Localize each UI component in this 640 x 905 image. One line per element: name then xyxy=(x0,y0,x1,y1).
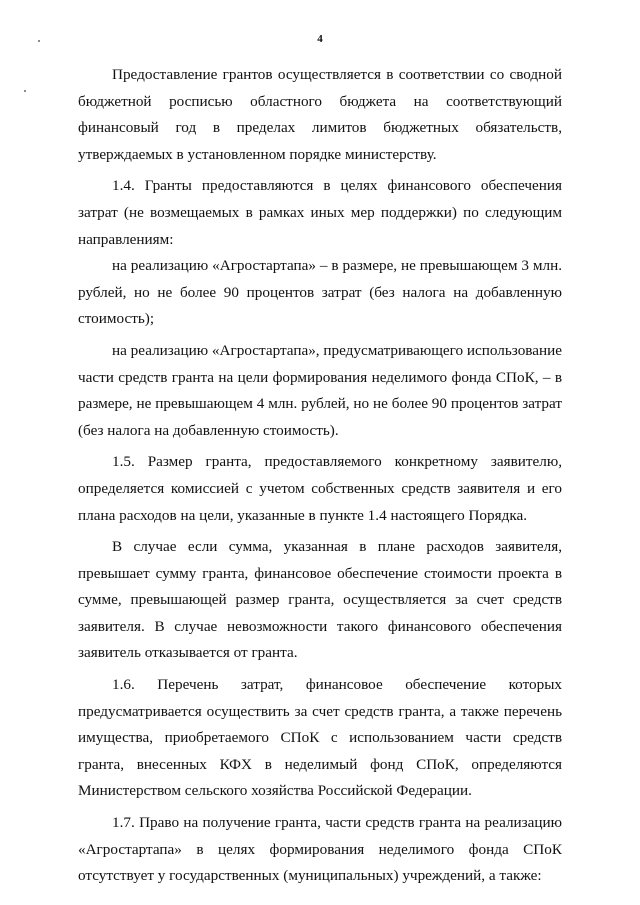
paragraph-agrostartup-3mln: на реализацию «Агростартапа» – в размере, не превышающем 3 млн. рублей, но не более 90 процентов затрат (без налога на добавленную стоимость); xyxy=(78,257,562,328)
paragraph-1-4: 1.4. Гранты предоставляются в целях финансового обеспечения затрат (не возмещаемых в рамках иных мер поддержки) по следующим направлениям: xyxy=(78,177,562,248)
scan-speck xyxy=(24,90,26,92)
paragraph-excess-cost: В случае если сумма, указанная в плане расходов заявителя, превышает сумму гранта, финансовое обеспечение стоимости проекта в сумме, превышающей размер гранта, осуществляется за счет средств заявителя. В случае невозможности такого финансового обеспечения заявитель отказывается от гранта. xyxy=(78,538,562,662)
paragraph-1-6: 1.6. Перечень затрат, финансовое обеспечение которых предусматривается осуществить за счет средств гранта, а также перечень имущества, приобретаемого СПоК с использованием части средств гранта, внесенных КФХ в неделимый фонд СПоК, определяются Министерством сельского хозяйства Российской Федерации. xyxy=(78,676,562,800)
paragraph-grant-budget: Предоставление грантов осуществляется в соответствии со сводной бюджетной росписью областного бюджета на соответствующий финансовый год в пределах лимитов бюджетных обязательств, утверждаемых в установленном порядке министерству. xyxy=(78,66,562,163)
paragraph-1-5: 1.5. Размер гранта, предоставляемого конкретному заявителю, определяется комиссией с учетом собственных средств заявителя и его плана расходов на цели, указанные в пункте 1.4 настоящего Порядка. xyxy=(78,453,562,524)
paragraph-agrostartup-4mln: на реализацию «Агростартапа», предусматривающего использование части средств гранта на цели формирования неделимого фонда СПоК, – в размере, не превышающем 4 млн. рублей, но не более 90 процентов затрат (без налога на добавленную стоимость). xyxy=(78,341,562,439)
document-body xyxy=(78,62,562,890)
paragraph-1-7: 1.7. Право на получение гранта, части средств гранта на реализацию «Агростартапа» в целях формирования неделимого фонда СПоК отсутствует у государственных (муниципальных) учреждений, а также: xyxy=(78,814,562,885)
page-number: 4 xyxy=(317,33,323,45)
